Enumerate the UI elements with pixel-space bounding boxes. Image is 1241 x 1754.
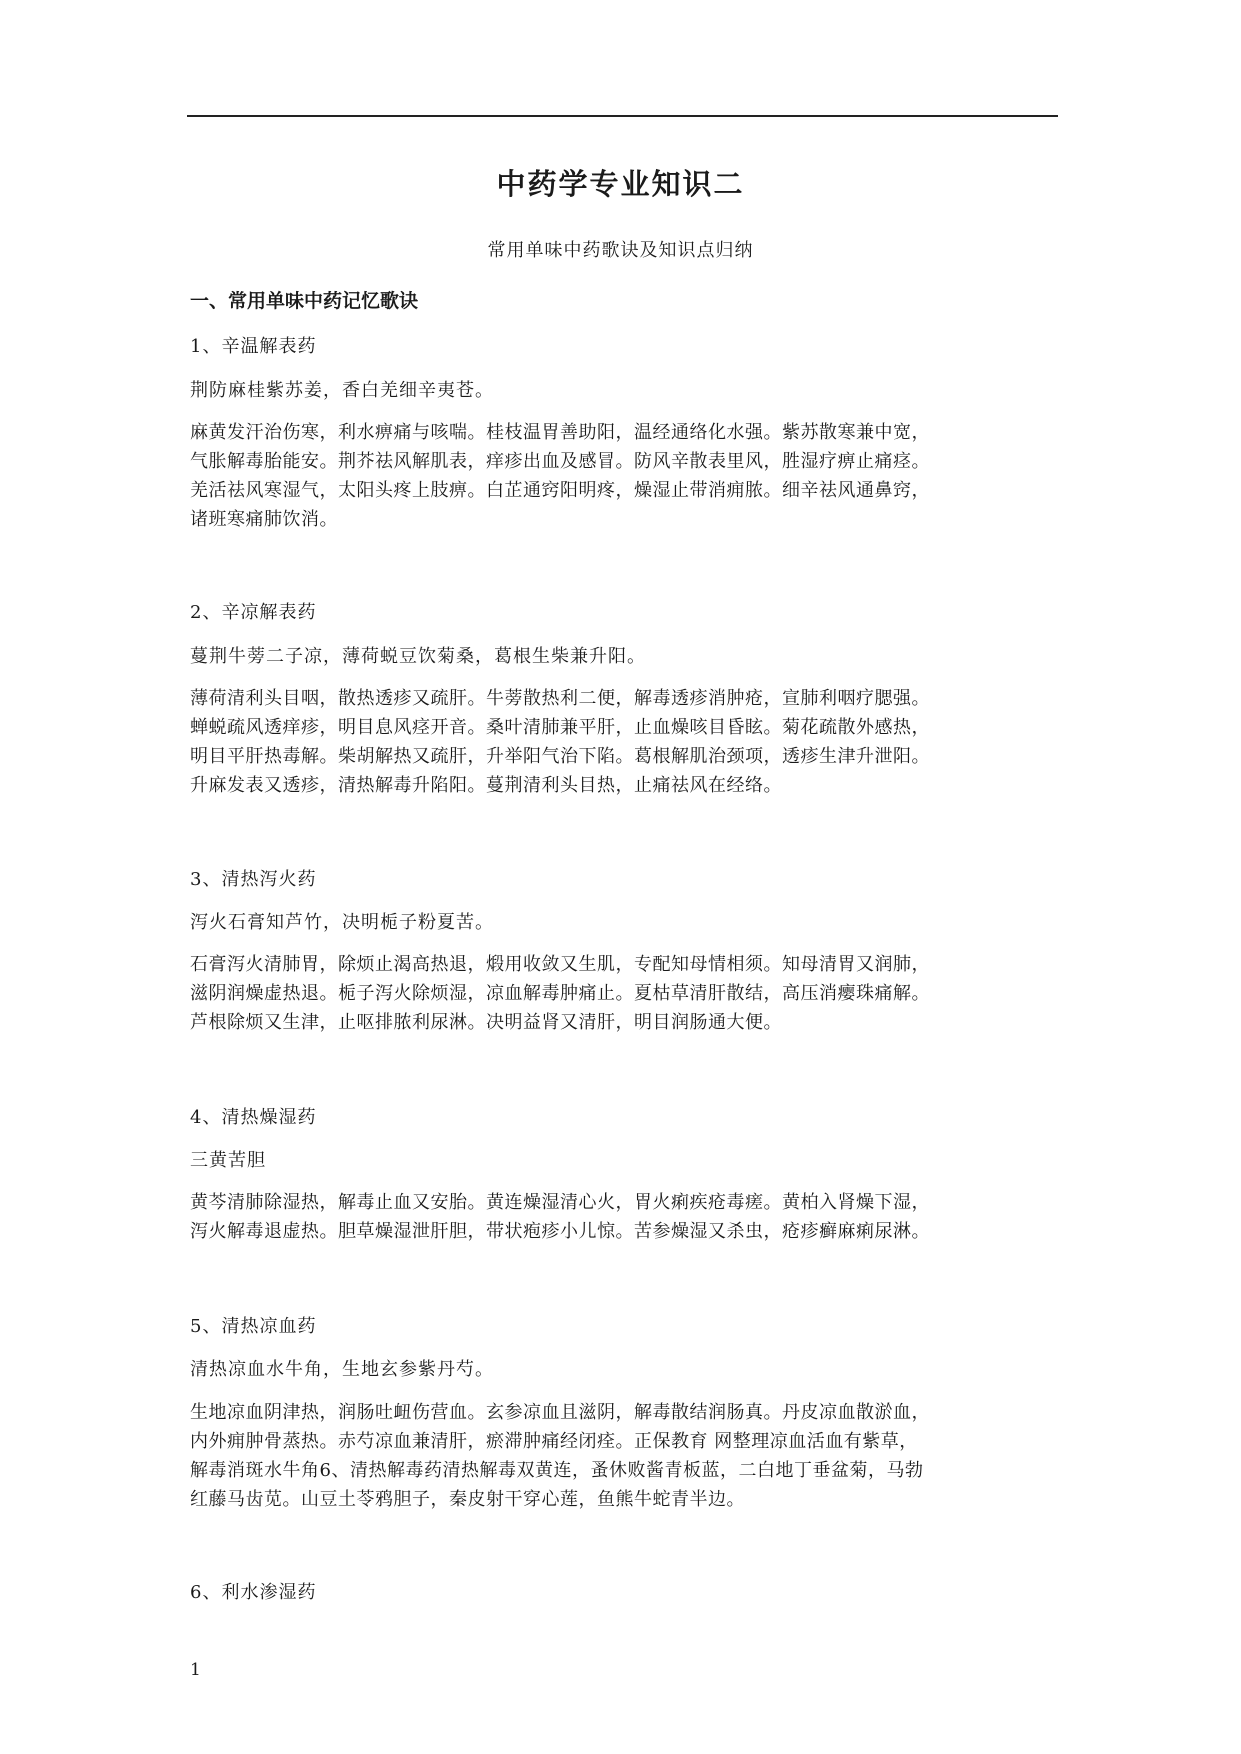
mnemonic-5: 清热凉血水牛角，生地玄参紫丹芍。 [190, 1359, 494, 1380]
mnemonic-3: 泻火石膏知芦竹，决明栀子粉夏苦。 [190, 912, 494, 933]
section-title-1: 1、辛温解表药 [190, 336, 317, 357]
document-title: 中药学专业知识二 [496, 167, 745, 201]
paragraph-3 [190, 950, 1060, 1037]
section-title-6: 6、利水渗湿药 [190, 1582, 317, 1603]
section-title-4: 4、清热燥湿药 [190, 1107, 317, 1128]
text-line: 黄芩清肺除湿热，解毒止血又安胎。黄连燥湿清心火，胃火痢疾疮毒瘥。黄柏入肾燥下湿， [190, 1192, 930, 1213]
text-line: 麻黄发汗治伤寒，利水痹痛与咳喘。桂枝温胃善助阳，温经通络化水强。紫苏散寒兼中宽， [190, 422, 930, 443]
paragraph-1 [190, 418, 1060, 534]
text-line: 滋阴润燥虚热退。栀子泻火除烦湿，凉血解毒肿痛止。夏枯草清肝散结，高压消瘿珠痛解。 [190, 983, 930, 1004]
mnemonic-4: 三黄苦胆 [190, 1150, 266, 1171]
paragraph-2 [190, 684, 1060, 800]
document-subtitle: 常用单味中药歌诀及知识点归纳 [487, 240, 754, 261]
text-line: 内外痈肿骨蒸热。赤芍凉血兼清肝，瘀滞肿痛经闭痊。正保教育 网整理凉血活血有紫草， [190, 1431, 918, 1452]
text-line: 泻火解毒退虚热。胆草燥湿泄肝胆，带状疱疹小儿惊。苦参燥湿又杀虫，疮疹癣麻痢尿淋。 [190, 1221, 930, 1242]
section-heading: 一、常用单味中药记忆歌诀 [190, 290, 419, 312]
mnemonic-2: 蔓荆牛蒡二子凉，薄荷蜕豆饮菊桑，葛根生柴兼升阳。 [190, 646, 646, 667]
text-line: 明目平肝热毒解。柴胡解热又疏肝，升举阳气治下陷。葛根解肌治颈项，透疹生津升泄阳。 [190, 746, 930, 767]
section-title-3: 3、清热泻火药 [190, 869, 317, 890]
text-line: 红藤马齿苋。山豆土苓鸦胆子，秦皮射干穿心莲，鱼熊牛蛇青半边。 [190, 1489, 745, 1510]
paragraph-5 [190, 1398, 1060, 1514]
page-number: 1 [190, 1660, 201, 1680]
text-line: 气胀解毒胎能安。荆芥祛风解肌表，痒疹出血及感冒。防风辛散表里风，胜湿疗痹止痛痉。 [190, 451, 930, 472]
mnemonic-1: 荆防麻桂紫苏姜，香白羌细辛夷苍。 [190, 380, 494, 401]
section-title-5: 5、清热凉血药 [190, 1316, 317, 1337]
text-line: 芦根除烦又生津，止呕排脓利尿淋。决明益肾又清肝，明目润肠通大便。 [190, 1012, 782, 1033]
text-line: 升麻发表又透疹，清热解毒升陷阳。蔓荆清利头目热，止痛祛风在经络。 [190, 775, 782, 796]
text-line: 蝉蜕疏风透痒疹，明目息风痉开音。桑叶清肺兼平肝，止血燥咳目昏眩。菊花疏散外感热， [190, 717, 930, 738]
text-line: 薄荷清利头目咽，散热透疹又疏肝。牛蒡散热利二便，解毒透疹消肿疮，宣肺利咽疗腮强。 [190, 688, 930, 709]
header-rule [187, 115, 1058, 117]
section-title-2: 2、辛凉解表药 [190, 602, 317, 623]
text-line: 石膏泻火清肺胃，除烦止渴高热退，煅用收敛又生肌，专配知母情相须。知母清胃又润肺， [190, 954, 930, 975]
text-line: 解毒消斑水牛角6、清热解毒药清热解毒双黄连，蚤休败酱青板蓝，二白地丁垂盆菊，马勃 [190, 1460, 924, 1481]
text-line: 羌活祛风寒湿气，太阳头疼上肢痹。白芷通窍阳明疼，燥湿止带消痈脓。细辛祛风通鼻窍， [190, 480, 930, 501]
text-line: 生地凉血阴津热，润肠吐衄伤营血。玄参凉血且滋阴，解毒散结润肠真。丹皮凉血散淤血， [190, 1402, 930, 1423]
paragraph-4 [190, 1188, 1060, 1246]
text-line: 诸班寒痛肺饮消。 [190, 509, 338, 530]
